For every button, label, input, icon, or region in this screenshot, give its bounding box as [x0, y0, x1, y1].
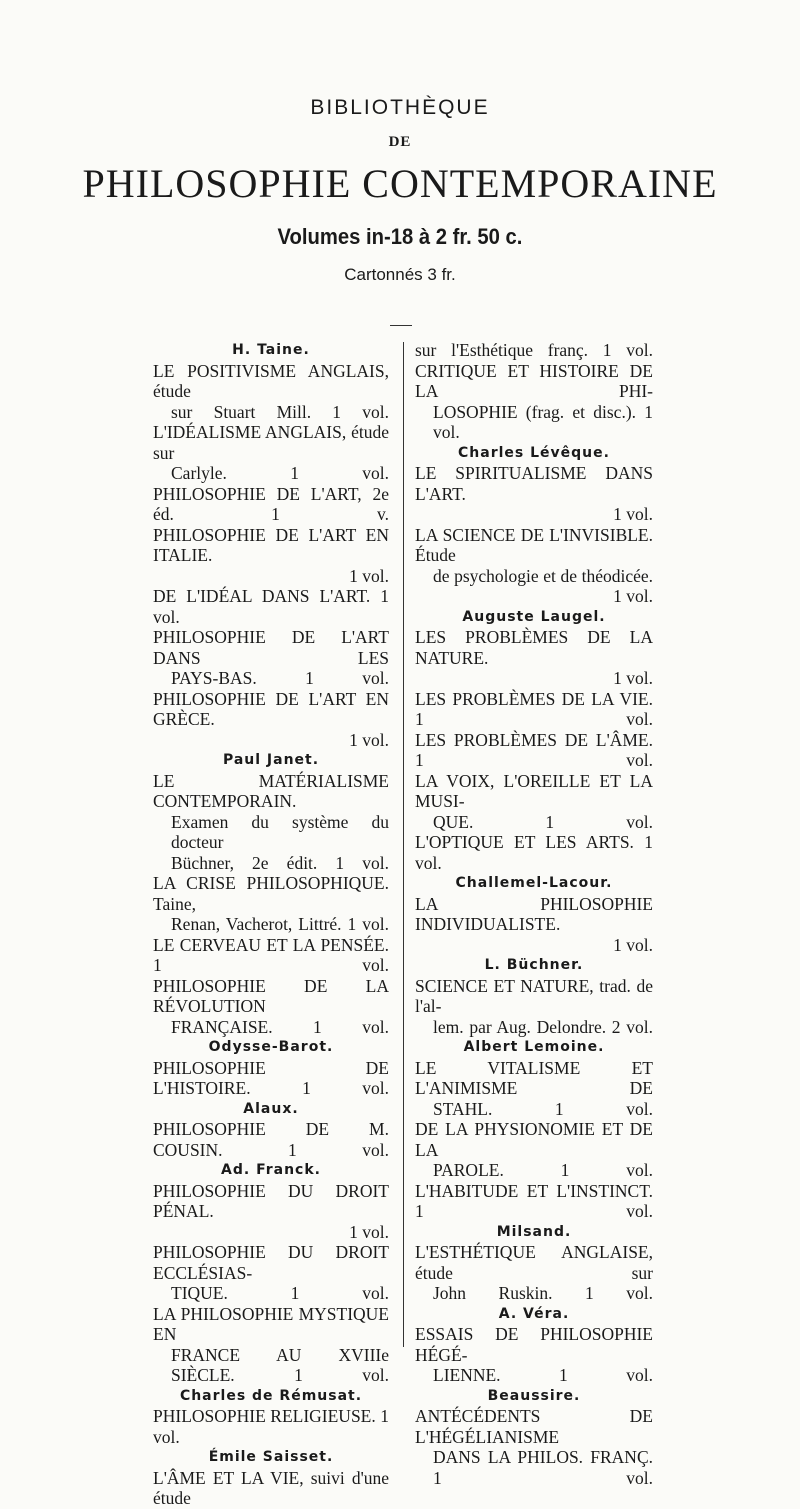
entry-line: LE MATÉRIALISME CONTEMPORAIN.	[153, 770, 389, 811]
book-entry	[415, 340, 653, 361]
series-de: DE	[388, 134, 412, 150]
left-column	[153, 340, 389, 1509]
book-entry	[153, 361, 389, 423]
entry-line: PHILOSOPHIE DE L'ART EN GRÈCE.	[153, 688, 389, 729]
entry-line: DE LA PHYSIONOMIE ET DE LA	[415, 1119, 653, 1160]
author-heading: Challemel-Lacour.	[455, 875, 613, 891]
book-entry	[153, 976, 389, 1038]
author-heading: L. Büchner.	[484, 957, 584, 973]
entry-line: LE VITALISME ET L'ANIMISME DE	[415, 1057, 653, 1098]
entry-line: FRANCE AU XVIIIe SIÈCLE. 1 vol.	[171, 1344, 389, 1385]
entry-line: CRITIQUE ET HISTOIRE DE LA PHI-	[415, 360, 653, 401]
entry-line: Examen du système du docteur	[171, 811, 389, 852]
entry-line: 1 vol.	[613, 934, 653, 955]
entry-line: DE L'IDÉAL DANS L'ART. 1 vol.	[153, 586, 389, 627]
entry-line: PHILOSOPHIE DE M. COUSIN. 1 vol.	[153, 1119, 389, 1160]
volume-price: Volumes in-18 à 2 fr. 50 c.	[277, 224, 523, 249]
entry-line: de psychologie et de théodicée.	[433, 565, 653, 586]
author-heading: H. Taine.	[232, 342, 310, 358]
entry-line: LA CRISE PHILOSOPHIQUE. Taine,	[153, 873, 389, 914]
entry-line: LES PROBLÈMES DE L'ÂME. 1 vol.	[415, 729, 653, 770]
entry-line: 1 vol.	[613, 504, 653, 524]
book-entry	[415, 1324, 653, 1386]
book-entry	[415, 894, 653, 956]
book-entry	[153, 1242, 389, 1304]
book-entry	[153, 873, 389, 935]
book-entry	[153, 689, 389, 751]
author-heading: Auguste Laugel.	[462, 608, 606, 625]
entry-line: FRANÇAISE. 1 vol.	[171, 1016, 389, 1037]
entry-line: LOSOPHIE (frag. et disc.). 1 vol.	[433, 401, 653, 442]
entry-line: Carlyle. 1 vol.	[171, 463, 389, 483]
book-entry	[153, 525, 389, 587]
book-entry	[415, 976, 653, 1038]
page-title: PHILOSOPHIE CONTEMPORAINE	[82, 161, 718, 206]
book-entry	[153, 484, 389, 525]
author-heading: Charles de Rémusat.	[179, 1387, 363, 1404]
entry-line: Renan, Vacherot, Littré. 1 vol.	[171, 914, 389, 934]
entry-line: TIQUE. 1 vol.	[171, 1283, 389, 1303]
entry-line: L'HABITUDE ET L'INSTINCT. 1 vol.	[415, 1180, 653, 1221]
series-label: BIBLIOTHÈQUE	[310, 96, 490, 119]
entry-line: 1 vol.	[349, 565, 389, 586]
author-heading: Milsand.	[496, 1223, 572, 1240]
entry-line: John Ruskin. 1 vol.	[433, 1283, 653, 1303]
entry-line: PHILOSOPHIE DE L'HISTOIRE. 1 vol.	[153, 1057, 389, 1098]
entry-line: L'ÂME ET LA VIE, suivi d'une étude	[153, 1467, 389, 1508]
book-entry	[415, 730, 653, 771]
entry-line: QUE. 1 vol.	[433, 811, 653, 832]
entry-line: LE POSITIVISME ANGLAIS, étude	[153, 360, 389, 401]
book-entry	[153, 627, 389, 689]
book-entry	[153, 1181, 389, 1243]
author-heading: Odysse-Barot.	[208, 1039, 334, 1055]
author-heading: Ad. Franck.	[221, 1162, 321, 1178]
entry-line: ESSAIS DE PHILOSOPHIE HÉGÉ-	[415, 1324, 653, 1365]
entry-line: STAHL. 1 vol.	[433, 1098, 653, 1119]
entry-line: 1 vol.	[349, 729, 389, 750]
book-entry	[153, 1119, 389, 1160]
entry-line: LIENNE. 1 vol.	[433, 1365, 653, 1385]
author-heading: Beaussire.	[487, 1387, 581, 1404]
entry-line: SCIENCE ET NATURE, trad. de l'al-	[415, 975, 653, 1016]
entry-line: PHILOSOPHIE DE L'ART DANS LES	[153, 627, 389, 668]
book-entry	[153, 1304, 389, 1386]
header-divider	[390, 325, 412, 326]
entry-line: PHILOSOPHIE DE LA RÉVOLUTION	[153, 975, 389, 1016]
author-heading: Émile Saisset.	[208, 1449, 334, 1465]
book-entry	[153, 586, 389, 627]
entry-line: Büchner, 2e édit. 1 vol.	[171, 852, 389, 873]
book-entry	[415, 361, 653, 443]
book-entry	[415, 627, 653, 689]
author-heading: Charles Lévêque.	[458, 444, 610, 461]
book-entry	[415, 525, 653, 607]
entry-line: PHILOSOPHIE DU DROIT PÉNAL.	[153, 1180, 389, 1221]
author-heading: Alaux.	[243, 1100, 299, 1117]
author-heading: Albert Lemoine.	[463, 1039, 605, 1055]
entry-line: lem. par Aug. Delondre. 2 vol.	[433, 1016, 653, 1037]
entry-line: sur l'Esthétique franç. 1 vol.	[415, 340, 653, 360]
book-entry	[415, 1181, 653, 1222]
entry-line: LES PROBLÈMES DE LA NATURE.	[415, 627, 653, 668]
book-entry	[153, 1406, 389, 1447]
entry-line: L'OPTIQUE ET LES ARTS. 1 vol.	[415, 832, 653, 873]
entry-line: LA PHILOSOPHIE INDIVIDUALISTE.	[415, 893, 653, 934]
entry-line: PHILOSOPHIE DE L'ART EN ITALIE.	[153, 524, 389, 565]
book-entry	[415, 771, 653, 833]
book-entry	[153, 1058, 389, 1099]
book-entry	[415, 1058, 653, 1120]
entry-line: LES PROBLÈMES DE LA VIE. 1 vol.	[415, 688, 653, 729]
column-divider	[403, 342, 404, 1347]
entry-line: LA VOIX, L'OREILLE ET LA MUSI-	[415, 770, 653, 811]
bound-price: Cartonnés 3 fr.	[344, 265, 456, 284]
entry-line: sur Stuart Mill. 1 vol.	[171, 401, 389, 422]
entry-line: DANS LA PHILOS. FRANÇ. 1 vol.	[433, 1447, 653, 1488]
entry-line: LE CERVEAU ET LA PENSÉE. 1 vol.	[153, 934, 389, 975]
book-entry	[415, 689, 653, 730]
entry-line: PHILOSOPHIE DU DROIT ECCLÉSIAS-	[153, 1242, 389, 1283]
entry-line: LA SCIENCE DE L'INVISIBLE. Étude	[415, 524, 653, 565]
entry-line: PHILOSOPHIE DE L'ART, 2e éd. 1 v.	[153, 483, 389, 524]
entry-line: PAROLE. 1 vol.	[433, 1160, 653, 1180]
book-entry	[415, 832, 653, 873]
entry-line: L'ESTHÉTIQUE ANGLAISE, étude sur	[415, 1242, 653, 1283]
author-heading: Paul Janet.	[222, 752, 320, 768]
entry-line: PAYS-BAS. 1 vol.	[171, 668, 389, 688]
book-entry	[153, 935, 389, 976]
entry-line: ANTÉCÉDENTS DE L'HÉGÉLIANISME	[415, 1406, 653, 1447]
entry-line: LE SPIRITUALISME DANS L'ART.	[415, 463, 653, 504]
entry-line: L'IDÉALISME ANGLAIS, étude sur	[153, 422, 389, 463]
book-entry	[415, 463, 653, 525]
entry-line: 1 vol.	[613, 586, 653, 606]
entry-line: LA PHILOSOPHIE MYSTIQUE EN	[153, 1303, 389, 1344]
book-entry	[415, 1119, 653, 1181]
book-entry	[153, 771, 389, 874]
right-column	[415, 340, 653, 1488]
book-entry	[415, 1242, 653, 1304]
entry-line: PHILOSOPHIE RELIGIEUSE. 1 vol.	[153, 1406, 389, 1447]
book-entry	[415, 1406, 653, 1488]
book-entry	[153, 422, 389, 484]
book-entry	[153, 1468, 389, 1509]
entry-line: 1 vol.	[349, 1221, 389, 1242]
entry-line: 1 vol.	[613, 668, 653, 688]
author-heading: A. Véra.	[498, 1305, 570, 1322]
